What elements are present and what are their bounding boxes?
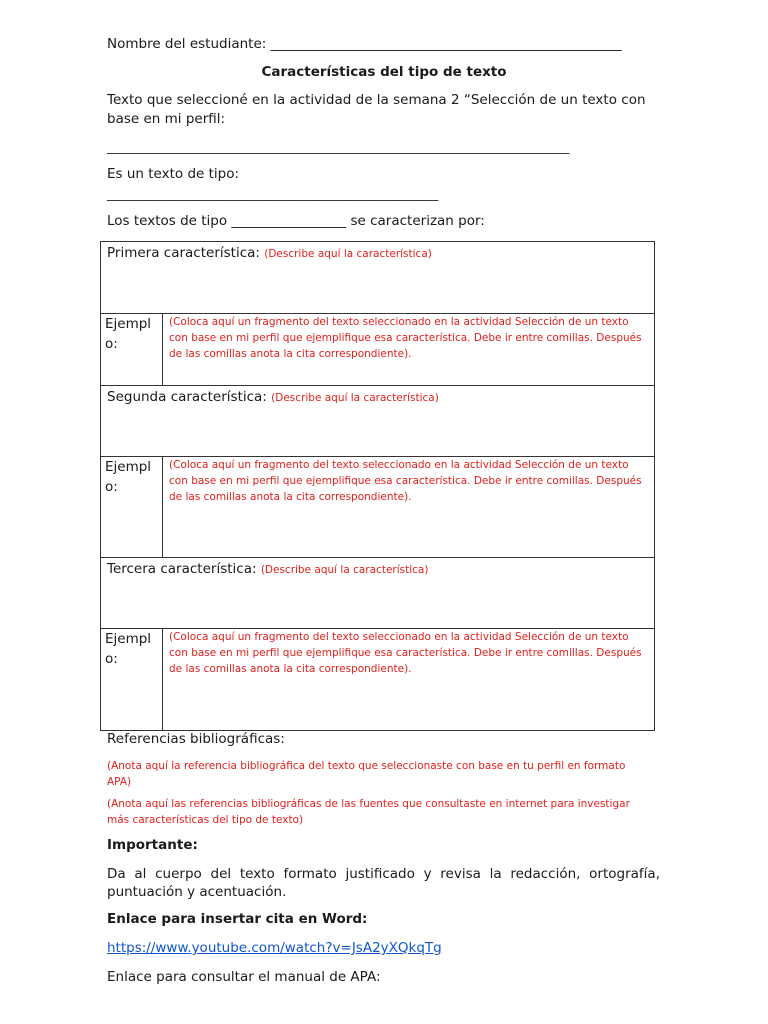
word-link-heading: Enlace para insertar cita en Word: (107, 911, 368, 927)
references-hint-1: (Anota aquí la referencia bibliográfica del texto que seleccionaste con base en tu perfil en formato APA) (107, 760, 626, 788)
characteristics-table (100, 241, 655, 731)
characteristic-label: Primera característica: (107, 245, 260, 261)
characteristic-cell[interactable] (101, 242, 655, 314)
student-name-line: Nombre del estudiante: ____________________________________________________ (107, 36, 622, 52)
characteristic-cell[interactable] (101, 386, 655, 457)
type-label: Es un texto de tipo: (107, 166, 240, 182)
example-text-cell[interactable]: (Coloca aquí un fragmento del texto seleccionado en la actividad Selección de un texto con base en mi perfil que ejemplifique esa característica. Debe ir entre comillas. Después de las comillas anota la cita correspondiente). (163, 314, 655, 386)
type-blank: _____________________________________________________ (107, 186, 439, 201)
characteristic-cell[interactable] (101, 558, 655, 629)
example-label: Ejemplo: (101, 314, 163, 386)
characteristic-hint: (Describe aquí la característica) (271, 392, 439, 404)
example-row-2 (101, 457, 655, 558)
youtube-link[interactable]: https://www.youtube.com/watch?v=JsA2yXQkqTg (107, 940, 442, 956)
example-text-cell[interactable]: (Coloca aquí un fragmento del texto seleccionado en la actividad Selección de un texto con base en mi perfil que ejemplifique esa característica. Debe ir entre comillas. Después de las comillas anota la cita correspondiente). (163, 629, 655, 731)
example-label: Ejemplo: (101, 457, 163, 558)
important-body: Da al cuerpo del texto formato justificado y revisa la redacción, ortografía, puntuación y acentuación. (107, 866, 660, 900)
characteristic-label: Segunda característica: (107, 389, 267, 405)
example-label: Ejemplo: (101, 629, 163, 731)
example-row-3 (101, 629, 655, 731)
apa-link-label: Enlace para consultar el manual de APA: (107, 969, 381, 985)
intro-blank: __________________________________________________________________________ (107, 139, 570, 154)
characteristic-row-2 (101, 386, 655, 457)
important-heading: Importante: (107, 837, 198, 853)
characteristic-hint: (Describe aquí la característica) (260, 564, 429, 576)
characterize-line: Los textos de tipo _________________ se caracterizan por: (107, 213, 485, 229)
characteristic-label: Tercera característica: (107, 561, 257, 577)
references-hint-2: (Anota aquí las referencias bibliográficas de las fuentes que consultaste en internet para investigar más características del tipo de texto) (107, 798, 630, 826)
intro-line-2: base en mi perfil: (107, 111, 226, 127)
characteristic-row-1 (101, 242, 655, 314)
characteristic-row-3 (101, 558, 655, 629)
references-label: Referencias bibliográficas: (107, 731, 285, 747)
page-title: Características del tipo de texto (261, 64, 507, 80)
example-row-1 (101, 314, 655, 386)
intro-line-1: Texto que seleccioné en la actividad de la semana 2 “Selección de un texto con (107, 92, 646, 108)
characteristic-hint: (Describe aquí la característica) (264, 248, 432, 260)
example-text-cell[interactable]: (Coloca aquí un fragmento del texto seleccionado en la actividad Selección de un texto con base en mi perfil que ejemplifique esa característica. Debe ir entre comillas. Después de las comillas anota la cita correspondiente). (163, 457, 655, 558)
